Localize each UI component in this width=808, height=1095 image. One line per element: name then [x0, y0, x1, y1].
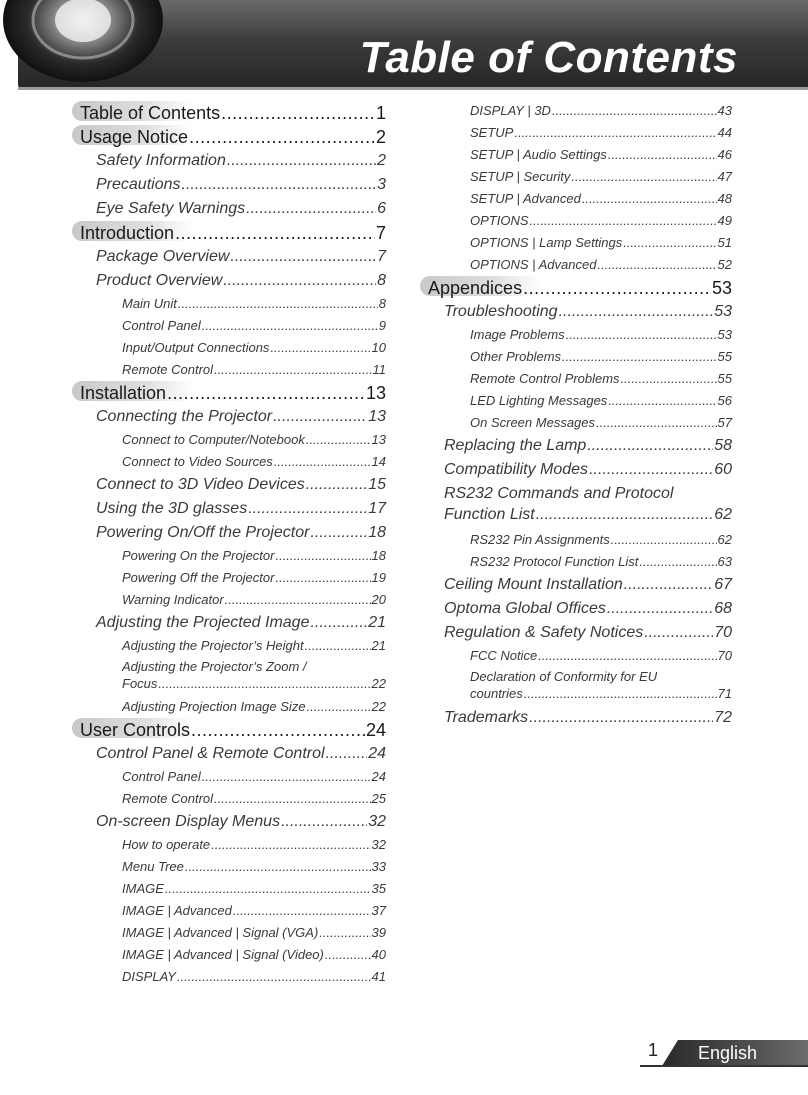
toc-page-number: 24 [368, 745, 386, 762]
toc-entry-title: Menu Tree [122, 859, 184, 874]
toc-topic-link[interactable] [420, 143, 732, 165]
toc-subsection-link[interactable] [72, 520, 386, 544]
toc-section-link[interactable] [72, 124, 386, 148]
toc-subsection-link[interactable] [420, 620, 732, 644]
toc-page-number: 49 [717, 213, 732, 228]
toc-page-number: 6 [377, 200, 386, 217]
toc-topic-link[interactable] [420, 367, 732, 389]
toc-topic-link[interactable] [72, 292, 386, 314]
toc-page-number: 55 [717, 371, 732, 386]
toc-entry-title: RS232 Commands and Protocol [444, 485, 674, 502]
toc-topic-link[interactable] [72, 544, 386, 566]
toc-entry-title: Input/Output Connections [122, 340, 270, 355]
toc-page-number: 57 [717, 415, 732, 430]
toc-topic-link[interactable] [72, 833, 386, 855]
toc-page-number: 55 [717, 349, 732, 364]
toc-entry-title: Using the 3D glasses [96, 500, 248, 517]
toc-topic-link[interactable] [420, 528, 732, 550]
toc-entry-title-cont: countries [470, 686, 523, 701]
dot-leader [273, 406, 367, 428]
toc-section-link[interactable] [72, 100, 386, 124]
dot-leader [536, 504, 713, 525]
toc-entry-title: Control Panel [122, 318, 201, 333]
dot-leader [227, 150, 376, 172]
toc-entry-title: SETUP | Audio Settings [470, 147, 607, 162]
toc-entry-title: Introduction [80, 223, 175, 243]
dot-leader [608, 145, 717, 165]
toc-page-number: 51 [717, 235, 732, 250]
toc-subsection-link[interactable] [420, 596, 732, 620]
dot-leader [274, 452, 371, 472]
toc-entry-title: Adjusting Projection Image Size [122, 699, 306, 714]
dot-leader [306, 430, 371, 450]
toc-topic-link[interactable] [72, 787, 386, 809]
toc-entry-title: Adjusting the Projector’s Zoom / [122, 659, 307, 674]
dot-leader [566, 325, 717, 345]
toc-page-number: 22 [371, 699, 386, 714]
toc-page-number: 18 [368, 524, 386, 541]
dot-leader [307, 697, 371, 717]
toc-entry-title: Safety Information [96, 152, 226, 169]
dot-leader [597, 255, 716, 275]
toc-page-number: 47 [717, 169, 732, 184]
toc-entry-title: LED Lighting Messages [470, 393, 608, 408]
toc-entry-title: Regulation & Safety Notices [444, 624, 644, 641]
toc-topic-link[interactable] [72, 765, 386, 787]
toc-entry-title: Precautions [96, 176, 181, 193]
dot-leader [530, 211, 717, 231]
toc-entry-title: How to operate [122, 837, 211, 852]
dot-leader [281, 811, 367, 833]
toc-page-number: 52 [717, 257, 732, 272]
toc-topic-link[interactable] [420, 644, 732, 666]
dot-leader [177, 967, 371, 987]
toc-page-number: 20 [371, 592, 386, 607]
toc-page-number: 53 [711, 278, 732, 298]
toc-entry-title: Other Problems [470, 349, 562, 364]
toc-page-number: 41 [371, 969, 386, 984]
toc-entry-title: Connect to Video Sources [122, 454, 273, 469]
toc-page-number: 15 [368, 476, 386, 493]
toc-topic-link[interactable] [420, 389, 732, 411]
toc-entry-title: Product Overview [96, 272, 223, 289]
toc-entry-title: Ceiling Mount Installation [444, 576, 623, 593]
dot-leader [624, 574, 713, 596]
toc-page-number: 67 [714, 576, 732, 593]
dot-leader [326, 743, 368, 765]
dot-leader [165, 879, 371, 899]
dot-leader [185, 857, 371, 877]
dot-leader [538, 646, 716, 666]
toc-entry-title: OPTIONS | Advanced [470, 257, 597, 272]
toc-page-number: 10 [371, 340, 386, 355]
toc-subsection-link[interactable] [72, 404, 386, 428]
toc-entry-title: Remote Control Problems [470, 371, 620, 386]
dot-leader [270, 338, 370, 358]
toc-entry-title: Warning Indicator [122, 592, 224, 607]
dot-leader [639, 552, 716, 572]
toc-page-number: 7 [375, 223, 386, 243]
dot-leader [644, 622, 713, 644]
toc-entry-title: Connect to Computer/Notebook [122, 432, 305, 447]
dot-leader [596, 413, 717, 433]
toc-entry-title: DISPLAY [122, 969, 176, 984]
projector-lens-graphic [0, 0, 168, 90]
dot-leader [514, 123, 716, 143]
toc-topic-link[interactable] [420, 253, 732, 275]
toc-topic-link[interactable] [72, 877, 386, 899]
toc-entry-title: Appendices [428, 278, 523, 298]
toc-page-number: 44 [717, 125, 732, 140]
toc-entry-title: RS232 Pin Assignments [470, 532, 610, 547]
toc-section-link[interactable] [72, 717, 386, 741]
toc-entry-title: SETUP | Security [470, 169, 571, 184]
toc-page-number: 24 [365, 720, 386, 740]
toc-topic-link[interactable] [72, 450, 386, 472]
language-label: English [698, 1043, 758, 1063]
toc-subsection-link[interactable] [72, 244, 386, 268]
page-header [18, 0, 808, 90]
toc-topic-link[interactable] [72, 899, 386, 921]
toc-entry-title: Control Panel [122, 769, 201, 784]
toc-subsection-link[interactable] [420, 572, 732, 596]
toc-page-number: 53 [714, 303, 732, 320]
toc-page-number: 62 [714, 506, 732, 523]
toc-topic-link[interactable] [72, 634, 386, 656]
dot-leader [562, 347, 716, 367]
toc-topic-link[interactable] [420, 550, 732, 572]
dot-leader [608, 391, 716, 411]
toc-left-column [72, 100, 386, 987]
toc-topic-link[interactable] [72, 695, 386, 717]
toc-subsection-link[interactable] [72, 196, 386, 220]
toc-page-number: 8 [378, 296, 386, 311]
dot-leader [306, 474, 367, 496]
toc-page-number: 39 [371, 925, 386, 940]
toc-entry-title: Package Overview [96, 248, 230, 265]
toc-entry-title: OPTIONS | Lamp Settings [470, 235, 623, 250]
toc-entry-title: Powering Off the Projector [122, 570, 275, 585]
toc-subsection-link[interactable] [420, 483, 732, 525]
page-number: 1 [648, 1040, 659, 1060]
toc-entry-title: IMAGE | Advanced | Signal (Video) [122, 947, 324, 962]
toc-topic-link[interactable] [420, 99, 732, 121]
dot-leader [310, 612, 367, 634]
toc-topic-link[interactable] [72, 336, 386, 358]
toc-page-number: 70 [717, 648, 732, 663]
toc-section-link[interactable] [72, 380, 386, 404]
toc-subsection-link[interactable] [420, 299, 732, 323]
dot-leader [158, 675, 370, 692]
toc-page-number: 8 [377, 272, 386, 289]
toc-entry-title: Adjusting the Projected Image [96, 614, 310, 631]
toc-topic-link[interactable] [420, 323, 732, 345]
dot-leader [571, 167, 716, 187]
toc-page-number: 18 [371, 548, 386, 563]
toc-entry-title: FCC Notice [470, 648, 538, 663]
toc-page-number: 2 [377, 152, 386, 169]
dot-leader [310, 522, 367, 544]
toc-topic-link[interactable] [72, 921, 386, 943]
toc-section-link[interactable] [420, 275, 732, 299]
toc-topic-link[interactable] [72, 358, 386, 380]
dot-leader [275, 568, 370, 588]
dot-leader [621, 369, 717, 389]
dot-leader [225, 590, 371, 610]
toc-subsection-link[interactable] [72, 148, 386, 172]
toc-page-number: 53 [717, 327, 732, 342]
toc-page-number: 48 [717, 191, 732, 206]
dot-leader [223, 270, 376, 292]
dot-leader [524, 685, 717, 702]
toc-page-number: 32 [371, 837, 386, 852]
toc-entry-title: IMAGE [122, 881, 164, 896]
dot-leader [182, 174, 377, 196]
toc-entry-title: Remote Control [122, 362, 214, 377]
toc-topic-link[interactable] [420, 668, 732, 702]
dot-leader [230, 246, 376, 268]
dot-leader [167, 382, 365, 404]
toc-entry-title: Adjusting the Projector’s Height [122, 638, 304, 653]
toc-entry-title: Control Panel & Remote Control [96, 745, 325, 762]
toc-page-number: 71 [717, 686, 732, 701]
toc-page-number: 58 [714, 437, 732, 454]
toc-entry-title: IMAGE | Advanced | Signal (VGA) [122, 925, 319, 940]
dot-leader [559, 301, 714, 323]
dot-leader [623, 233, 716, 253]
toc-entry-title: Main Unit [122, 296, 177, 311]
toc-page-number: 40 [371, 947, 386, 962]
dot-leader [202, 767, 371, 787]
toc-topic-link[interactable] [420, 187, 732, 209]
dot-leader [214, 789, 370, 809]
toc-entry-title: On Screen Messages [470, 415, 596, 430]
toc-entry-title: Usage Notice [80, 127, 189, 147]
dot-leader [523, 277, 711, 299]
toc-subsection-link[interactable] [72, 741, 386, 765]
toc-page-number: 13 [365, 383, 386, 403]
toc-subsection-link[interactable] [420, 705, 732, 729]
toc-section-link[interactable] [72, 220, 386, 244]
toc-page-number: 1 [375, 103, 386, 123]
toc-entry-title: Image Problems [470, 327, 565, 342]
toc-page-number: 56 [717, 393, 732, 408]
toc-page-number: 60 [714, 461, 732, 478]
toc-page-number: 14 [371, 454, 386, 469]
toc-entry-title: User Controls [80, 720, 191, 740]
toc-subsection-link[interactable] [420, 433, 732, 457]
toc-page-number: 72 [714, 709, 732, 726]
toc-entry-title: SETUP [470, 125, 514, 140]
toc-topic-link[interactable] [72, 855, 386, 877]
dot-leader [221, 102, 375, 124]
toc-page-number: 9 [378, 318, 386, 333]
toc-page-number: 43 [717, 103, 732, 118]
toc-topic-link[interactable] [420, 165, 732, 187]
dot-leader [175, 222, 375, 244]
dot-leader [319, 923, 370, 943]
toc-topic-link[interactable] [72, 658, 386, 692]
toc-subsection-link[interactable] [72, 496, 386, 520]
toc-page-number: 32 [368, 813, 386, 830]
toc-subsection-link[interactable] [72, 268, 386, 292]
toc-topic-link[interactable] [420, 411, 732, 433]
dot-leader [529, 707, 713, 729]
dot-leader [211, 835, 370, 855]
toc-entry-title: SETUP | Advanced [470, 191, 581, 206]
toc-subsection-link[interactable] [420, 457, 732, 481]
toc-entry-title: Eye Safety Warnings [96, 200, 246, 217]
toc-page-number: 68 [714, 600, 732, 617]
toc-page-number: 3 [377, 176, 386, 193]
toc-page-number: 21 [368, 614, 386, 631]
toc-entry-title: Compatibility Modes [444, 461, 589, 478]
toc-entry-title: OPTIONS [470, 213, 529, 228]
toc-entry-title: IMAGE | Advanced [122, 903, 232, 918]
toc-topic-link[interactable] [72, 588, 386, 610]
dot-leader [552, 101, 717, 121]
toc-entry-title: Trademarks [444, 709, 529, 726]
toc-entry-title: On-screen Display Menus [96, 813, 281, 830]
footer-divider [640, 1065, 808, 1067]
toc-page-number: 22 [371, 676, 386, 691]
dot-leader [589, 459, 713, 481]
dot-leader [325, 945, 371, 965]
toc-entry-title: Optoma Global Offices [444, 600, 606, 617]
dot-leader [202, 316, 378, 336]
toc-subsection-link[interactable] [72, 472, 386, 496]
toc-entry-title: Connecting the Projector [96, 408, 273, 425]
dot-leader [305, 636, 371, 656]
dot-leader [189, 126, 375, 148]
dot-leader [582, 189, 717, 209]
toc-entry-title: Declaration of Conformity for EU [470, 669, 658, 684]
toc-subsection-link[interactable] [72, 610, 386, 634]
toc-page-number: 25 [371, 791, 386, 806]
dot-leader [607, 598, 713, 620]
toc-entry-title: DISPLAY | 3D [470, 103, 551, 118]
dot-leader [214, 360, 371, 380]
toc-topic-link[interactable] [72, 314, 386, 336]
toc-page-number: 46 [717, 147, 732, 162]
toc-entry-title: Replacing the Lamp [444, 437, 587, 454]
toc-page-number: 37 [371, 903, 386, 918]
toc-page-number: 21 [371, 638, 386, 653]
dot-leader [611, 530, 717, 550]
toc-page-number: 11 [372, 362, 386, 377]
toc-topic-link[interactable] [72, 943, 386, 965]
toc-page-number: 7 [377, 248, 386, 265]
dot-leader [248, 498, 367, 520]
toc-entry-title-cont: Focus [122, 676, 158, 691]
toc-entry-title: Powering On the Projector [122, 548, 275, 563]
dot-leader [233, 901, 371, 921]
toc-entry-title: Table of Contents [80, 103, 221, 123]
toc-entry-title: Connect to 3D Video Devices [96, 476, 305, 493]
toc-topic-link[interactable] [420, 231, 732, 253]
toc-page-number: 63 [717, 554, 732, 569]
toc-entry-title: Troubleshooting [444, 303, 558, 320]
dot-leader [275, 546, 370, 566]
page-title: Table of Contents [359, 33, 738, 82]
toc-page-number: 33 [371, 859, 386, 874]
toc-topic-link[interactable] [420, 209, 732, 231]
toc-right-column [420, 99, 732, 729]
dot-leader [587, 435, 713, 457]
toc-page-number: 2 [375, 127, 386, 147]
toc-page-number: 70 [714, 624, 732, 641]
toc-entry-title: Installation [80, 383, 167, 403]
toc-subsection-link[interactable] [72, 809, 386, 833]
toc-page-number: 17 [368, 500, 386, 517]
toc-page-number: 62 [717, 532, 732, 547]
toc-entry-title: Powering On/Off the Projector [96, 524, 310, 541]
dot-leader [178, 294, 378, 314]
toc-page-number: 13 [368, 408, 386, 425]
toc-page-number: 19 [371, 570, 386, 585]
toc-topic-link[interactable] [72, 428, 386, 450]
toc-entry-title: RS232 Protocol Function List [470, 554, 639, 569]
dot-leader [191, 719, 365, 741]
toc-topic-link[interactable] [420, 345, 732, 367]
toc-subsection-link[interactable] [72, 172, 386, 196]
toc-topic-link[interactable] [72, 965, 386, 987]
toc-entry-title: Remote Control [122, 791, 214, 806]
dot-leader [246, 198, 376, 220]
toc-entry-title-cont: Function List [444, 506, 535, 523]
toc-topic-link[interactable] [420, 121, 732, 143]
toc-page-number: 13 [371, 432, 386, 447]
toc-page-number: 24 [371, 769, 386, 784]
toc-page-number: 35 [371, 881, 386, 896]
toc-topic-link[interactable] [72, 566, 386, 588]
